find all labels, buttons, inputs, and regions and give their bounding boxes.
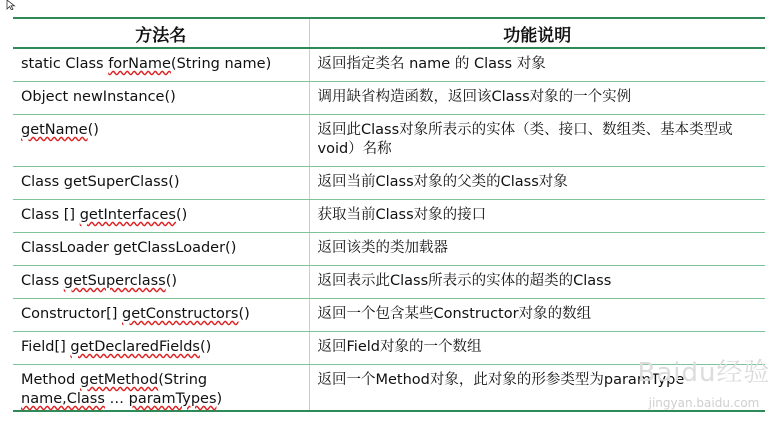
watermark-brand: Baidu经验 [637, 358, 771, 388]
table-row [13, 48, 765, 82]
method-param-underlined: name,Class [21, 391, 105, 407]
table-header-row [13, 18, 765, 48]
method-name-underlined: getMethod [80, 372, 159, 388]
method-text: Method [21, 372, 80, 388]
method-text: static Class [21, 56, 109, 72]
header-function-description: 功能说明 [309, 18, 765, 48]
table-row [13, 233, 765, 266]
watermark-url: jingyan.baidu.com [648, 396, 760, 410]
header-method-name: 方法名 [13, 18, 309, 48]
method-cell [13, 332, 309, 365]
method-param-underlined: paramTypes [128, 391, 217, 407]
method-cell [13, 365, 309, 412]
method-cell [13, 48, 309, 82]
method-text: Object newInstance() [21, 89, 176, 105]
method-cell [13, 299, 309, 332]
method-params: () [165, 273, 178, 289]
description-cell: 返回当前Class对象的父类的Class对象 [309, 167, 765, 200]
table-row [13, 115, 765, 167]
method-cell [13, 167, 309, 200]
method-text: Class [] [21, 207, 80, 223]
description-cell: 获取当前Class对象的接口 [309, 200, 765, 233]
table-row [13, 200, 765, 233]
method-cell [13, 200, 309, 233]
baidu-watermark [629, 350, 779, 420]
description-cell: 返回该类的类加载器 [309, 233, 765, 266]
method-params: () [238, 306, 250, 322]
method-name-underlined: getInterfaces [79, 207, 176, 223]
description-cell: 返回此Class对象所表示的实体（类、接口、数组类、基本类型或void）名称 [309, 115, 765, 167]
method-params-close: ) [216, 391, 223, 407]
method-params: () [175, 207, 188, 223]
method-name-underlined: forName [108, 56, 171, 72]
method-name-underlined: getSuperclass [63, 273, 166, 289]
method-cell [13, 115, 309, 167]
table-row [13, 299, 765, 332]
method-cell [13, 233, 309, 266]
description-cell: 调用缺省构造函数，返回该Class对象的一个实例 [309, 82, 765, 115]
method-cell [13, 266, 309, 299]
mouse-cursor-icon [6, 0, 18, 10]
method-name-underlined: getConstructors [122, 306, 239, 322]
method-param-separator: … [104, 391, 129, 407]
table-row [13, 167, 765, 200]
table-row [13, 82, 765, 115]
description-cell: 返回一个包含某些Constructor对象的数组 [309, 299, 765, 332]
method-name-underlined: getDeclaredFields [70, 339, 200, 355]
description-cell: 返回指定类名 name 的 Class 对象 [309, 48, 765, 82]
method-text: Field[] [21, 339, 71, 355]
method-text: Constructor[] [21, 306, 122, 322]
description-cell: 返回一个Method对象，此对象的形参类型为paramType [309, 365, 765, 412]
method-params: () [199, 339, 212, 355]
method-name-underlined: getName [21, 122, 88, 138]
description-cell: 返回Field对象的一个数组 [309, 332, 765, 365]
method-params: (String name) [170, 56, 272, 72]
method-params: () [87, 122, 99, 138]
method-text: Class getSuperClass() [21, 174, 180, 190]
method-params: (String [158, 372, 208, 388]
method-cell [13, 82, 309, 115]
table-row [13, 266, 765, 299]
method-text: ClassLoader getClassLoader() [21, 240, 237, 256]
description-cell: 返回表示此Class所表示的实体的超类的Class [309, 266, 765, 299]
method-text: Class [21, 273, 64, 289]
